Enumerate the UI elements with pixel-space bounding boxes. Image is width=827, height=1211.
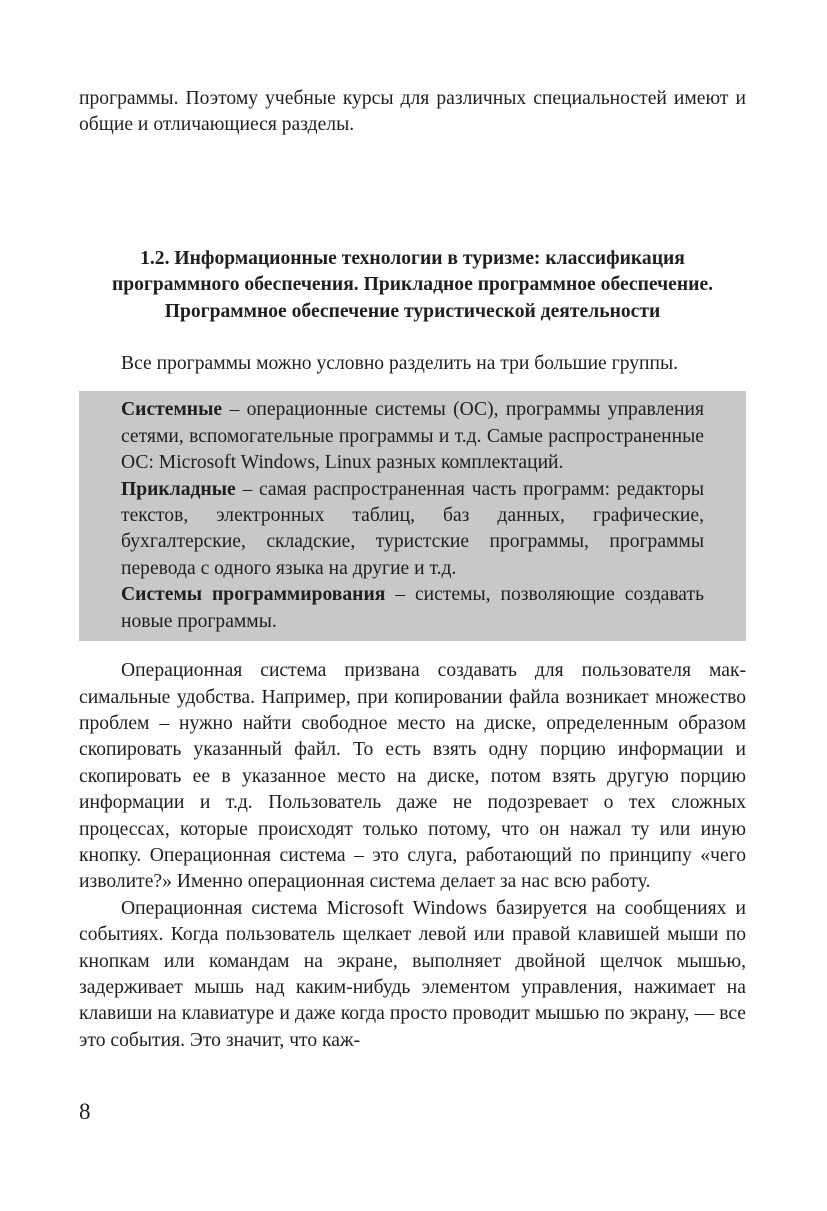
group-term: Прикладные xyxy=(121,478,236,500)
group-system xyxy=(121,397,704,476)
group-definition: – операционные системы (ОС), программы управления сетями, вспомогательные программы и т.д. Самые распространенные ОС: Microsoft Windows, Linux разных комплектаций. xyxy=(121,399,704,474)
body-paragraph: Операционная система призвана создавать для пользователя максимальные удобства. Например, при копировании файла возникает множество проблем – нужно найти свободное место на диске, определенным образом скопировать указанный файл. То есть взять одну порцию информации и скопировать ее в указанное место на диске, потом взять другую порцию информации и т.д. Пользователь даже не подозревает о тех сложных процессах, которые происходят только потому, что он нажал ту или иную кнопку. Операционная система – это слуга, работающий по принципу «чего изволите?» Именно операционная система делает за нас всю работу. xyxy=(79,660,746,893)
section-heading: 1.2. Информационные технологии в туризме: классификация программного обеспечения. Прикладное программное обеспечение. Программное обеспечение туристической деятельности xyxy=(111,247,714,322)
group-applied xyxy=(121,477,704,583)
intro-sentence: Все программы можно условно разделить на три большие группы. xyxy=(121,353,679,375)
program-groups-box xyxy=(79,391,746,641)
group-definition: – самая распространенная часть программ: редакторы текстов, электронных таблиц, баз данных, графические, бухгалтерские, складские, туристские программы, программы перевода с одного языка на другие и т.д. xyxy=(121,478,704,579)
opening-paragraph: программы. Поэтому учебные курсы для различных специальностей имеют и общие и отличающиеся разделы. xyxy=(79,88,746,136)
group-definition: – системы, позволяющие создавать новые программы. xyxy=(121,584,704,632)
page-body xyxy=(79,86,746,1054)
page-number: 8 xyxy=(79,1099,91,1124)
body-paragraph: Операционная система Microsoft Windows базируется на сообщениях и событиях. Когда пользователь щелкает левой или правой клавишей мыши по кнопкам или командам на экране, выполняет двойной щелчок мышью, задерживает мышь над каким-нибудь элементом управления, нажимает на клавиши на клавиатуре и даже когда просто проводит мышью по экрану, — все это события. Это значит, что каж- xyxy=(79,897,746,1051)
group-term: Системные xyxy=(121,399,223,421)
group-term: Системы программирования xyxy=(121,584,386,606)
group-programming xyxy=(121,582,704,635)
